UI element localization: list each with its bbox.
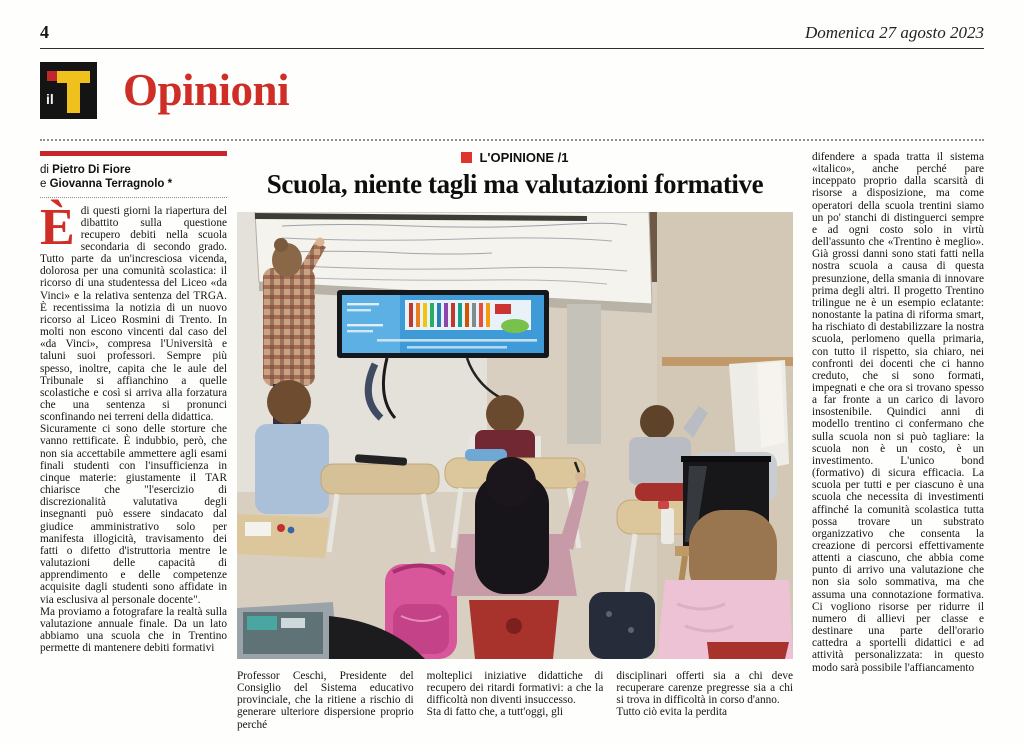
- article-paragraph: molteplici iniziative didattiche di recupero dei ritardi formativi: a che la difficoltà non diventi insuccesso.: [426, 670, 604, 707]
- article-photo: [237, 212, 793, 659]
- footer-column-3: [616, 670, 793, 736]
- page-header: [40, 22, 984, 43]
- article-center-column: [237, 150, 793, 745]
- article-paragraph: Tutto ciò evita la perdita: [616, 706, 727, 719]
- header-rule: [40, 48, 984, 49]
- article-paragraph: Sta di fatto che, a tutt'oggi, gli: [426, 706, 563, 719]
- kicker: [237, 150, 793, 165]
- article-headline: Scuola, niente tagli ma valutazioni formative: [266, 169, 764, 199]
- byline-author-1: Pietro Di Fiore: [52, 163, 131, 176]
- newspaper-logo: [40, 62, 97, 119]
- footer-column-2: [427, 670, 604, 736]
- article-paragraph: Sicuramente ci sono delle storture che vanno rettificate. È indubbio, però, che non sia accettabile ammettere agli esami finali studenti con l'insufficienza in cinque materie: giustamente il TAR chiarisce che "l'esercizio di discrezionalità valutativa degli insegnanti può essere sindacato dal giudice amministrativo solo per manifesta illogicità, travisamento dei fatti o difetto d'istruttoria mentre le valutazioni delle capacità di apprendimento e delle competenze acquisite dagli studenti sono affidate in via esclusiva al personale docente".: [40, 423, 227, 606]
- article-paragraph: Ma proviamo a fotografare la realtà sulla valutazione annuale finale. Da un lato abbiamo una scuola che in Trentino permette di mantenere debiti formativi: [40, 605, 227, 655]
- kicker-label: L'OPINIONE /1: [479, 150, 569, 165]
- logo-il-text: il: [46, 91, 54, 107]
- logo-red-square: [47, 71, 57, 81]
- article-left-column: [40, 151, 227, 745]
- masthead: [40, 62, 289, 119]
- page-date: Domenica 27 agosto 2023: [805, 23, 984, 42]
- byline-author-2: Giovanna Terragnolo *: [49, 178, 173, 190]
- article-paragraph: disciplinari offerti sia a chi deve recuperare carenze pregresse sia a chi si trova in difficoltà in corso d'anno.: [616, 670, 793, 707]
- masthead-rule: [40, 139, 984, 141]
- byline-prefix: e: [40, 178, 47, 190]
- paragraph-text: di questi giorni la riapertura del dibattito sulla questione recupero debiti nella scuola secondaria di secondo grado. Tutto parte da un'incresciosa vicenda, dolorosa per una comunità scolastica: il ricorso di una studentessa del Liceo «da Vinci» e la relativa sentenza del TRGA. È recentissima la notizia di un nuovo ricorso al Liceo Rosmini di Trento. In molti non escono vincenti dal caso del «da Vinci», compresa l'Università e taluni suoi professori. Sempre più spesso, inoltre, capita che le aule del Tribunale si affianchino a quelle scolastiche e così si arriva alla forzatura che una sentenza si pronunci sconfinando nei terreni della didattica.: [40, 204, 227, 424]
- article-right-column: [812, 151, 984, 745]
- byline-red-bar: [40, 151, 227, 156]
- photo-footer-columns: [237, 670, 793, 736]
- kicker-red-square-icon: [461, 152, 472, 163]
- byline-rule: [40, 197, 227, 198]
- article-paragraph: Professor Ceschi, Presidente del Consiglio del Sistema educativo provinciale, che la ritiene a rischio di generare ulteriore dispersione proprio perché: [237, 670, 414, 731]
- drop-cap: È: [40, 198, 75, 256]
- page-number: 4: [40, 22, 49, 42]
- section-title: Opinioni: [123, 65, 290, 115]
- byline: [40, 163, 227, 192]
- classroom-photo-illustration: [237, 212, 793, 659]
- byline-prefix: di: [40, 163, 49, 176]
- footer-column-1: [237, 670, 414, 736]
- logo-t-stem: [67, 71, 80, 113]
- article-paragraph: difendere a spada tratta il sistema «italico», anche perché pare inceppato proprio dalla scarsità di risorse a disposizione, ma come operatori della scuola trentini siamo un po' stanchi di distinguerci sempre e ad ogni costo solo in virtù dell'assunto che «Trentino è meglio». Già grossi danni sono stati fatti nella nostra scuola a causa di questa presunzione, della smania di innovare prima degli altri. Il progetto Trentino trilingue ne è un esempio eclatante: nonostante la patina di riforma smart, ha rischiato di destabilizzare la nostra scuola, perlomeno quella primaria, con tutto il rispetto, sia chiaro, nei confronti dei docenti che ci hanno creduto, che si sono formati, impegnati e che ora si trovano spesso a far fronte a un carico di lavoro insostenibile. Quindici anni di modello trentino ci confermano che sulla scuola non si può tagliare: la scuola non è un costo, è un investimento. L'unico bond (formativo) di sicura efficacia. La scuola per tutti e per ciascuno è una scuola che necessita di investimenti affinché la comunità scolastica tutta possa trovare un substrato organizzativo che consenta la creazione di percorsi effettivamente attenti a ciascuno, che abbia come punto di arrivo una valutazione che non sia solo sommativa, ma che assuma una connotazione formativa. Ci vogliono risorse per ridurre il numero di allievi per classe e destinare una parte dell'orario cattedra a sportelli didattici e ad attività personalizzata: in questo modo sarà possibile l'affiancamento: [812, 151, 984, 674]
- article-paragraph: [40, 198, 227, 424]
